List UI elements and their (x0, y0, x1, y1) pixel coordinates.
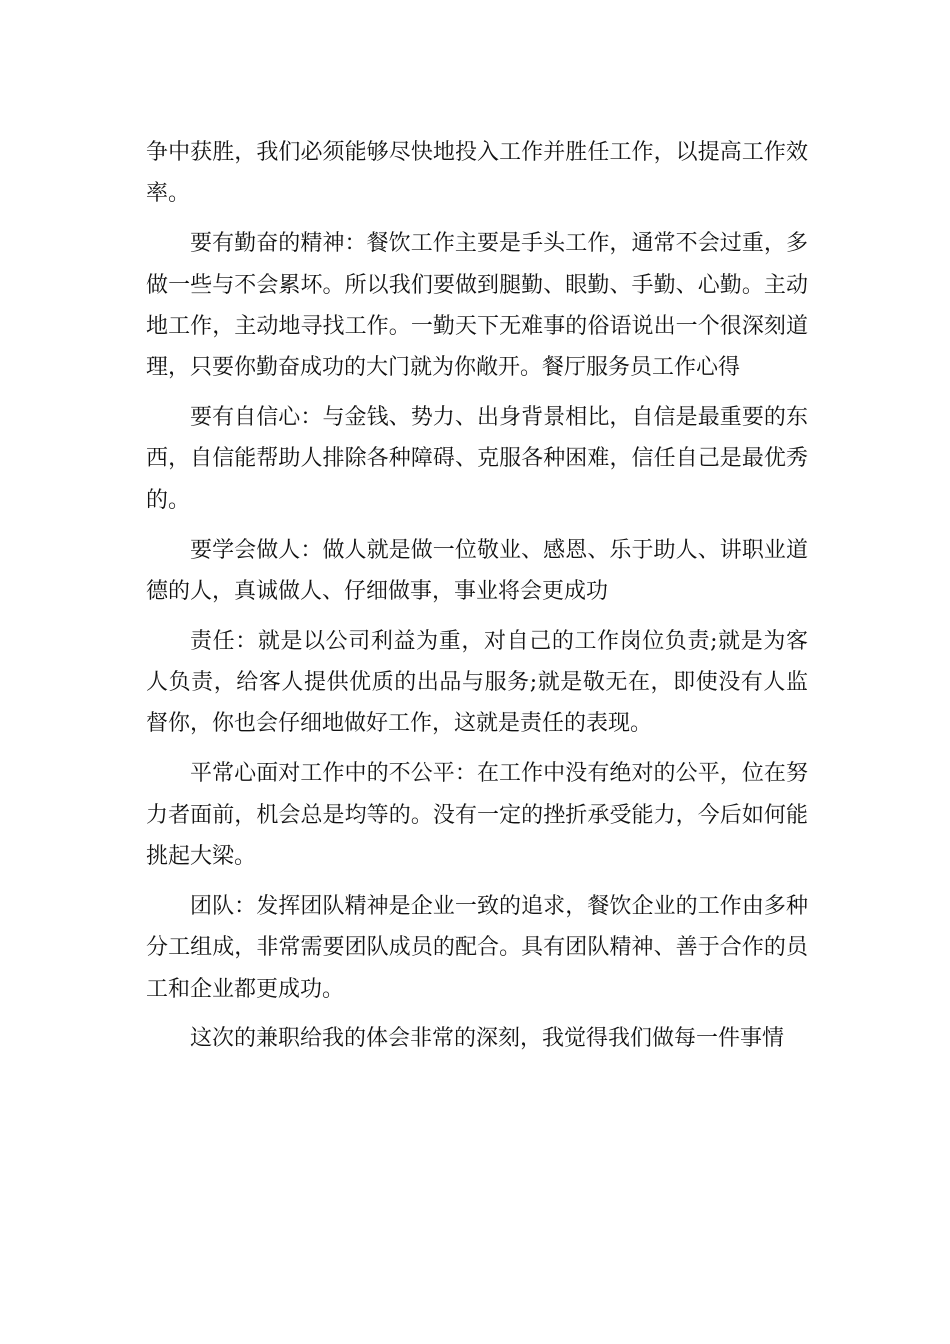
paragraph-confidence: 要有自信心：与金钱、势力、出身背景相比，自信是最重要的东西，自信能帮助人排除各种障碍、克服各种困难，信任自己是最优秀的。 (146, 405, 808, 513)
paragraph-responsibility: 责任：就是以公司利益为重，对自己的工作岗位负责;就是为客人负责，给客人提供优质的出品与服务;就是敬无在，即使没有人监督你，你也会仔细地做好工作，这就是责任的表现。 (146, 628, 808, 737)
paragraph-reflection: 这次的兼职给我的体会非常的深刻，我觉得我们做每一件事情 (190, 1026, 785, 1052)
paragraph-fairness: 平常心面对工作中的不公平：在工作中没有绝对的公平，位在努力者面前，机会总是均等的。没有一定的挫折承受能力，今后如何能挑起大梁。 (146, 761, 808, 869)
paragraph-conduct: 要学会做人：做人就是做一位敬业、感恩、乐于助人、讲职业道德的人，真诚做人、仔细做事，事业将会更成功 (146, 537, 808, 604)
document-body (146, 132, 808, 1060)
paragraph-teamwork: 团队：发挥团队精神是企业一致的追求，餐饮企业的工作由多种分工组成，非常需要团队成员的配合。具有团队精神、善于合作的员工和企业都更成功。 (146, 893, 808, 1002)
paragraph-diligence: 要有勤奋的精神：餐饮工作主要是手头工作，通常不会过重，多做一些与不会累坏。所以我们要做到腿勤、眼勤、手勤、心勤。主动地工作，主动地寻找工作。一勤天下无难事的俗语说出一个很深刻道理，只要你勤奋成功的大门就为你敞开。餐厅服务员工作心得 (146, 231, 808, 381)
paragraph-continuation: 争中获胜，我们必须能够尽快地投入工作并胜任工作，以提高工作效率。 (146, 140, 808, 207)
